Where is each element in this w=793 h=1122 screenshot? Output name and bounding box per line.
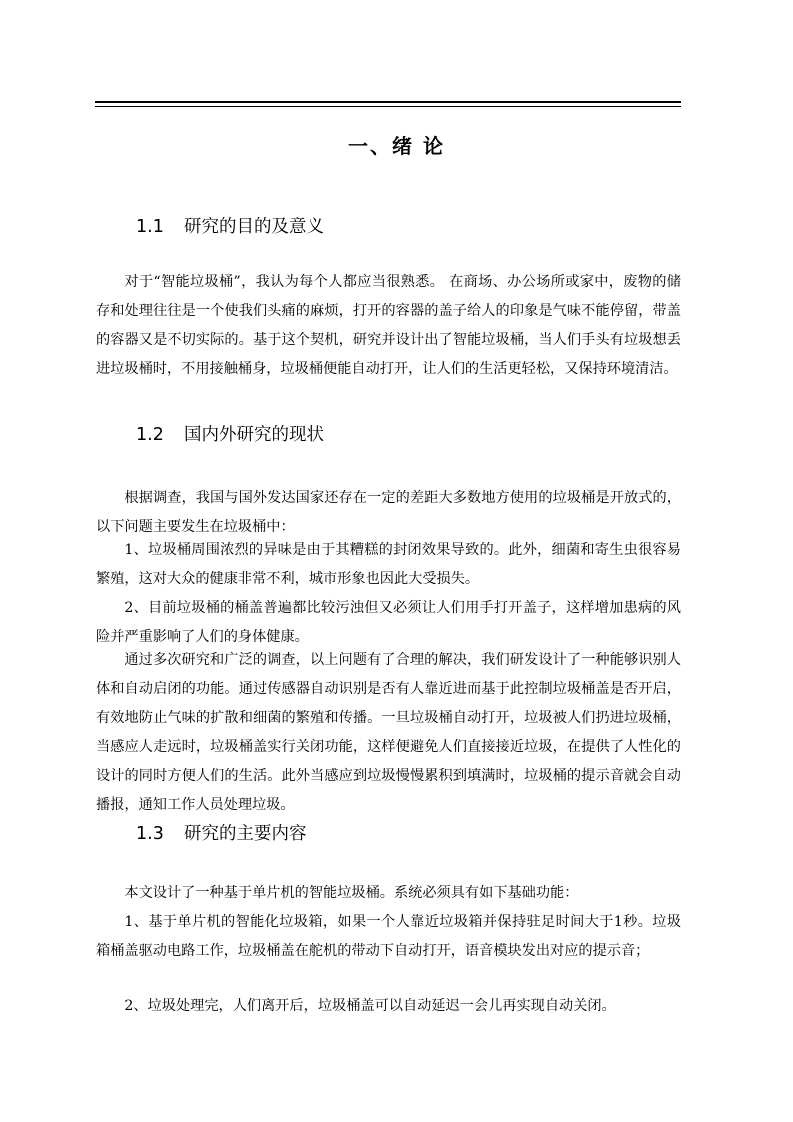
paragraph: 1、基于单片机的智能化垃圾箱，如果一个人靠近垃圾箱并保持驻足时间大于1秒。垃圾箱桶盖驱动电路工作，垃圾桶盖在舵机的带动下自动打开，语音模块发出对应的提示音；: [96, 914, 681, 959]
header-rule-thick: [95, 101, 681, 103]
paragraph: 1、垃圾桶周围浓烈的异味是由于其糟糕的封闭效果导致的。此外，细菌和寄生虫很容易繁殖，这对大众的健康非常不利，城市形象也因此大受损失。: [96, 542, 681, 587]
section-number: 1.2: [136, 425, 164, 445]
paragraph: 2、目前垃圾桶的桶盖普遍都比较污浊但又必须让人们用手打开盖子，这样增加患病的风险并严重影响了人们的身体健康。: [96, 600, 681, 645]
section-heading-1-3: [136, 820, 307, 845]
paragraph: 2、垃圾处理完，人们离开后，垃圾桶盖可以自动延迟一会儿再实现自动关闭。: [124, 998, 616, 1014]
paragraph: 对于“智能垃圾桶”，我认为每个人都应当很熟悉。 在商场、办公场所或家中，废物的储存和处理往往是一个使我们头痛的麻烦，打开的容器的盖子给人的印象是气味不能停留，带盖的容器又是不切实际的。基于这个契机，研究并设计出了智能垃圾桶，当人们手头有垃圾想丢进垃圾桶时，不用接触桶身，垃圾桶便能自动打开，让人们的生活更轻松，又保持环境清洁。: [96, 274, 681, 377]
section-heading-1-2: [136, 421, 324, 446]
paragraph: 根据调查，我国与国外发达国家还存在一定的差距大多数地方使用的垃圾桶是开放式的，以下问题主要发生在垃圾桶中：: [96, 490, 681, 535]
section-title: 国内外研究的现状: [184, 425, 324, 445]
section-title: 研究的目的及意义: [184, 217, 324, 237]
header-rule-thin: [95, 106, 681, 107]
section-number: 1.3: [136, 824, 164, 844]
section-title: 研究的主要内容: [184, 824, 307, 844]
section-number: 1.1: [136, 217, 164, 237]
paragraph: 通过多次研究和广泛的调查，以上问题有了合理的解决，我们研发设计了一种能够识别人体和自动启闭的功能。通过传感器自动识别是否有人靠近进而基于此控制垃圾桶盖是否开启，有效地防止气味的扩散和细菌的繁殖和传播。一旦垃圾桶自动打开，垃圾被人们扔进垃圾桶，当感应人走远时，垃圾桶盖实行关闭功能，这样便避免人们直接接近垃圾，在提供了人性化的设计的同时方便人们的生活。此外当感应到垃圾慢慢累积到填满时，垃圾桶的提示音就会自动播报，通知工作人员处理垃圾。: [96, 652, 681, 813]
paragraph: 本文设计了一种基于单片机的智能垃圾桶。系统必须具有如下基础功能：: [124, 885, 579, 901]
section-heading-1-1: [136, 213, 324, 238]
chapter-title: 一、绪 论: [348, 134, 445, 158]
